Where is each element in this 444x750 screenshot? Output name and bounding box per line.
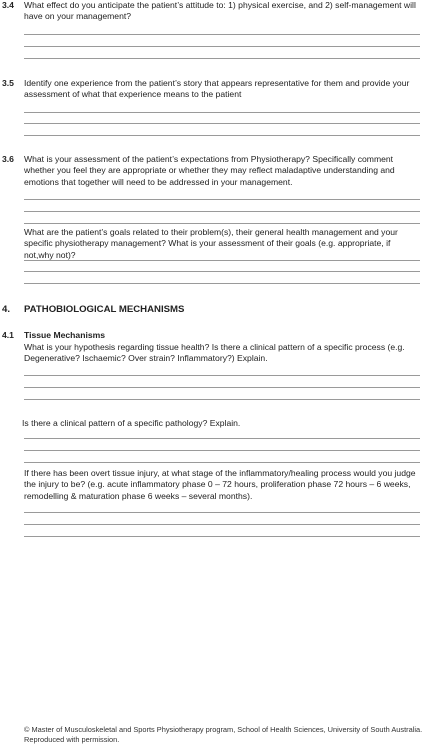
- answer-line[interactable]: [24, 283, 420, 284]
- copyright-text: © Master of Musculoskeletal and Sports Physiotherapy program, School of Health Sciences, University of South Australia.: [24, 725, 423, 734]
- question-text: Is there a clinical pattern of a specific pathology? Explain.: [22, 418, 241, 428]
- answer-line[interactable]: [24, 199, 420, 200]
- answer-line[interactable]: [24, 271, 420, 272]
- question-number: 3.5: [2, 78, 14, 88]
- question-text: What is your assessment of the patient’s expectations from Physiotherapy? Specifically comment whether you feel they are appropriate or whether they may reflect maladaptive understanding and emotions that together will need to be addressed in your management.: [24, 154, 395, 187]
- question-text: What effect do you anticipate the patient’s attitude to: 1) physical exercise, and 2) self-management will have on your management?: [24, 0, 416, 22]
- answer-line[interactable]: [24, 462, 420, 463]
- answer-line[interactable]: [24, 536, 420, 537]
- permission-text: Reproduced with permission.: [24, 735, 120, 744]
- answer-line[interactable]: [24, 123, 420, 124]
- answer-line[interactable]: [24, 135, 420, 136]
- answer-line[interactable]: [24, 450, 420, 451]
- section-number: 4.: [2, 304, 11, 315]
- answer-line[interactable]: [24, 375, 420, 376]
- subsection-heading: [2, 330, 105, 341]
- answer-line[interactable]: [24, 438, 420, 439]
- section-title: PATHOBIOLOGICAL MECHANISMS: [24, 304, 185, 315]
- answer-line[interactable]: [24, 512, 420, 513]
- answer-line[interactable]: [24, 399, 420, 400]
- answer-line[interactable]: [24, 58, 420, 59]
- subsection-title: Tissue Mechanisms: [24, 330, 106, 340]
- question-text: What is your hypothesis regarding tissue health? Is there a clinical pattern of a specific process (e.g. Degenerative? Ischaemic? Over strain? Inflammatory?) Explain.: [24, 342, 405, 364]
- answer-line[interactable]: [24, 211, 420, 212]
- answer-line[interactable]: [24, 387, 420, 388]
- section-heading: [2, 304, 184, 315]
- question-number: 3.6: [2, 154, 14, 164]
- answer-line[interactable]: [24, 524, 420, 525]
- question-text: Identify one experience from the patient’s story that appears representative for them and provide your assessment of what that experience means to the patient: [24, 78, 410, 100]
- question-text: If there has been overt tissue injury, at what stage of the inflammatory/healing process would you judge the injury to be? (e.g. acute inflammatory phase 0 – 72 hours, proliferation phase 72 hours – 6 weeks, remodelling & maturation phase 6 weeks – several months).: [24, 468, 416, 501]
- footer: [24, 725, 434, 745]
- answer-line[interactable]: [24, 34, 420, 35]
- answer-line[interactable]: [24, 260, 420, 261]
- answer-line[interactable]: [24, 223, 420, 224]
- answer-line[interactable]: [24, 112, 420, 113]
- subsection-number: 4.1: [2, 330, 14, 340]
- question-number: 3.4: [2, 0, 14, 10]
- answer-line[interactable]: [24, 46, 420, 47]
- question-text: What are the patient’s goals related to their problem(s), their general health management and your specific physiotherapy management? What is your assessment of their goals (e.g. appropriate, if not,why not)?: [24, 227, 398, 260]
